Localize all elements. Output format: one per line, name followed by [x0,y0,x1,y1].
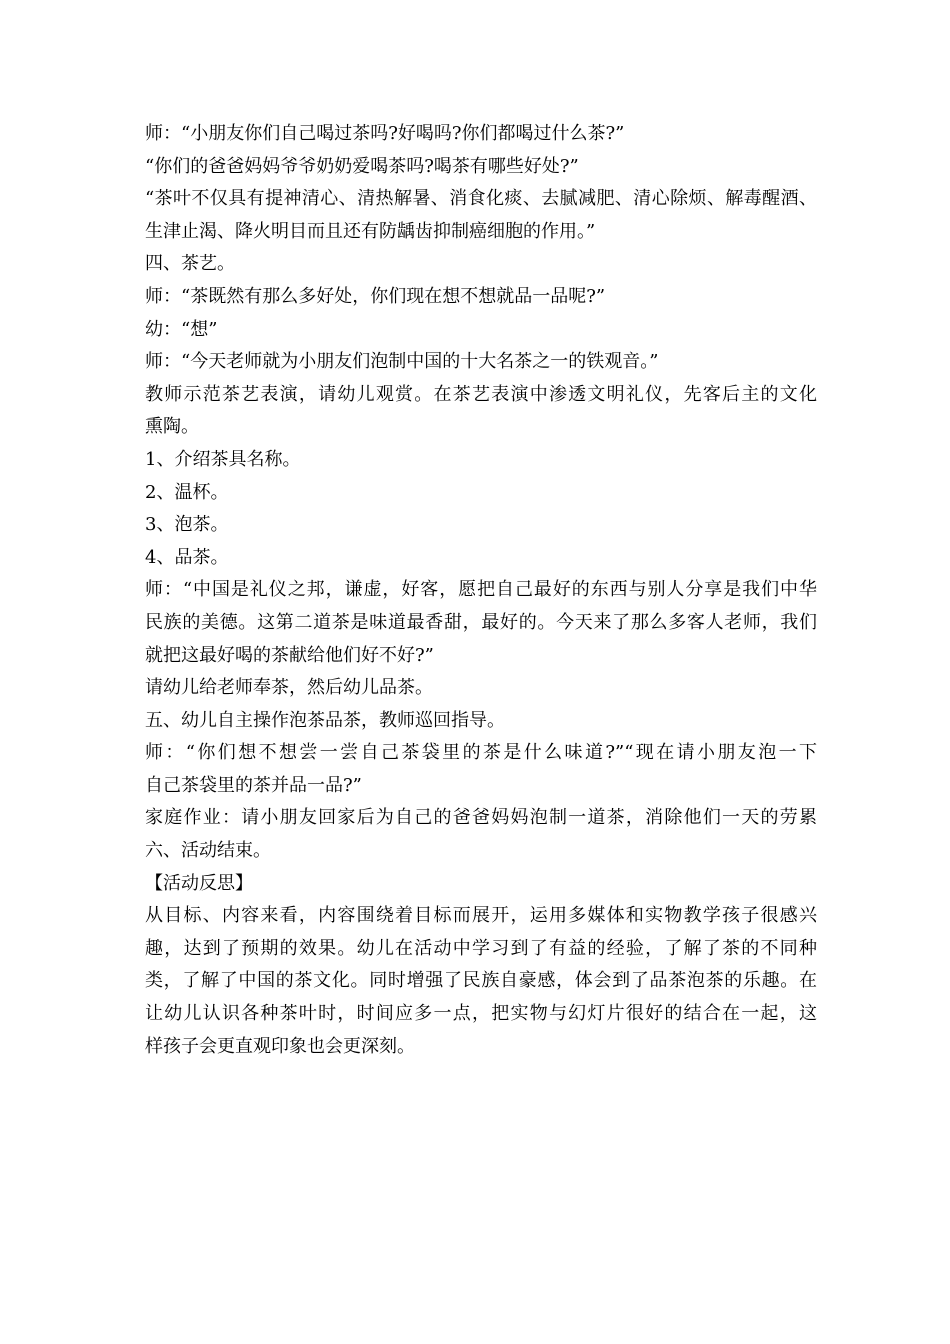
reflection-line: 趣，达到了预期的效果。幼儿在活动中学习到了有益的经验，了解了茶的不同种 [145,937,817,959]
list-item: 4、品茶。 [145,546,229,568]
dialogue-line: 师：“中国是礼仪之邦，谦虚，好客，愿把自己最好的东西与别人分享是我们中华 [145,579,817,601]
paragraph-line: 熏陶。 [145,416,199,438]
dialogue-line: 就把这最好喝的茶献给他们好不好?” [145,644,434,666]
section-heading: 五、幼儿自主操作泡茶品茶，教师巡回指导。 [145,709,505,731]
dialogue-line: 师：“你们想不想尝一尝自己茶袋里的茶是什么味道?”“现在请小朋友泡一下 [145,742,817,764]
paragraph-line: 请幼儿给老师奉茶，然后幼儿品茶。 [145,677,433,699]
dialogue-line: 师：“今天老师就为小朋友们泡制中国的十大名茶之一的铁观音。” [145,351,659,373]
section-heading: 六、活动结束。 [145,840,271,862]
paragraph-line: 教师示范茶艺表演，请幼儿观赏。在茶艺表演中渗透文明礼仪，先客后主的文化 [145,383,817,405]
dialogue-line: “茶叶不仅具有提神清心、清热解暑、消食化痰、去腻减肥、清心除烦、解毒醒酒、 [145,188,817,210]
dialogue-line: 师：“茶既然有那么多好处，你们现在想不想就品一品呢?” [145,285,606,307]
section-heading: 四、茶艺。 [145,253,235,275]
dialogue-line: 民族的美德。这第二道茶是味道最香甜，最好的。今天来了那么多客人老师，我们 [145,611,817,633]
dialogue-line: “你们的爸爸妈妈爷爷奶奶爱喝茶吗?喝茶有哪些好处?” [145,155,579,177]
list-item: 3、泡茶。 [145,514,229,536]
reflection-line: 类，了解了中国的茶文化。同时增强了民族自豪感，体会到了品茶泡茶的乐趣。在 [145,970,817,992]
homework-line: 家庭作业：请小朋友回家后为自己的爸爸妈妈泡制一道茶，消除他们一天的劳累 [145,807,817,829]
reflection-line: 让幼儿认识各种茶叶时，时间应多一点，把实物与幻灯片很好的结合在一起，这 [145,1003,817,1025]
dialogue-line: 师：“小朋友你们自己喝过茶吗?好喝吗?你们都喝过什么茶?” [145,123,625,144]
reflection-heading: 【活动反思】 [145,872,253,894]
dialogue-line: 自己茶袋里的茶并品一品?” [145,774,362,796]
reflection-line: 样孩子会更直观印象也会更深刻。 [145,1035,415,1057]
dialogue-line: 生津止渴、降火明目而且还有防龋齿抑制癌细胞的作用。” [145,220,596,242]
list-item: 2、温杯。 [145,481,229,503]
list-item: 1、介绍茶具名称。 [145,448,301,470]
dialogue-line: 幼：“想” [145,318,218,340]
document-body [145,118,817,1063]
reflection-line: 从目标、内容来看，内容围绕着目标而展开，运用多媒体和实物教学孩子很感兴 [145,905,817,927]
